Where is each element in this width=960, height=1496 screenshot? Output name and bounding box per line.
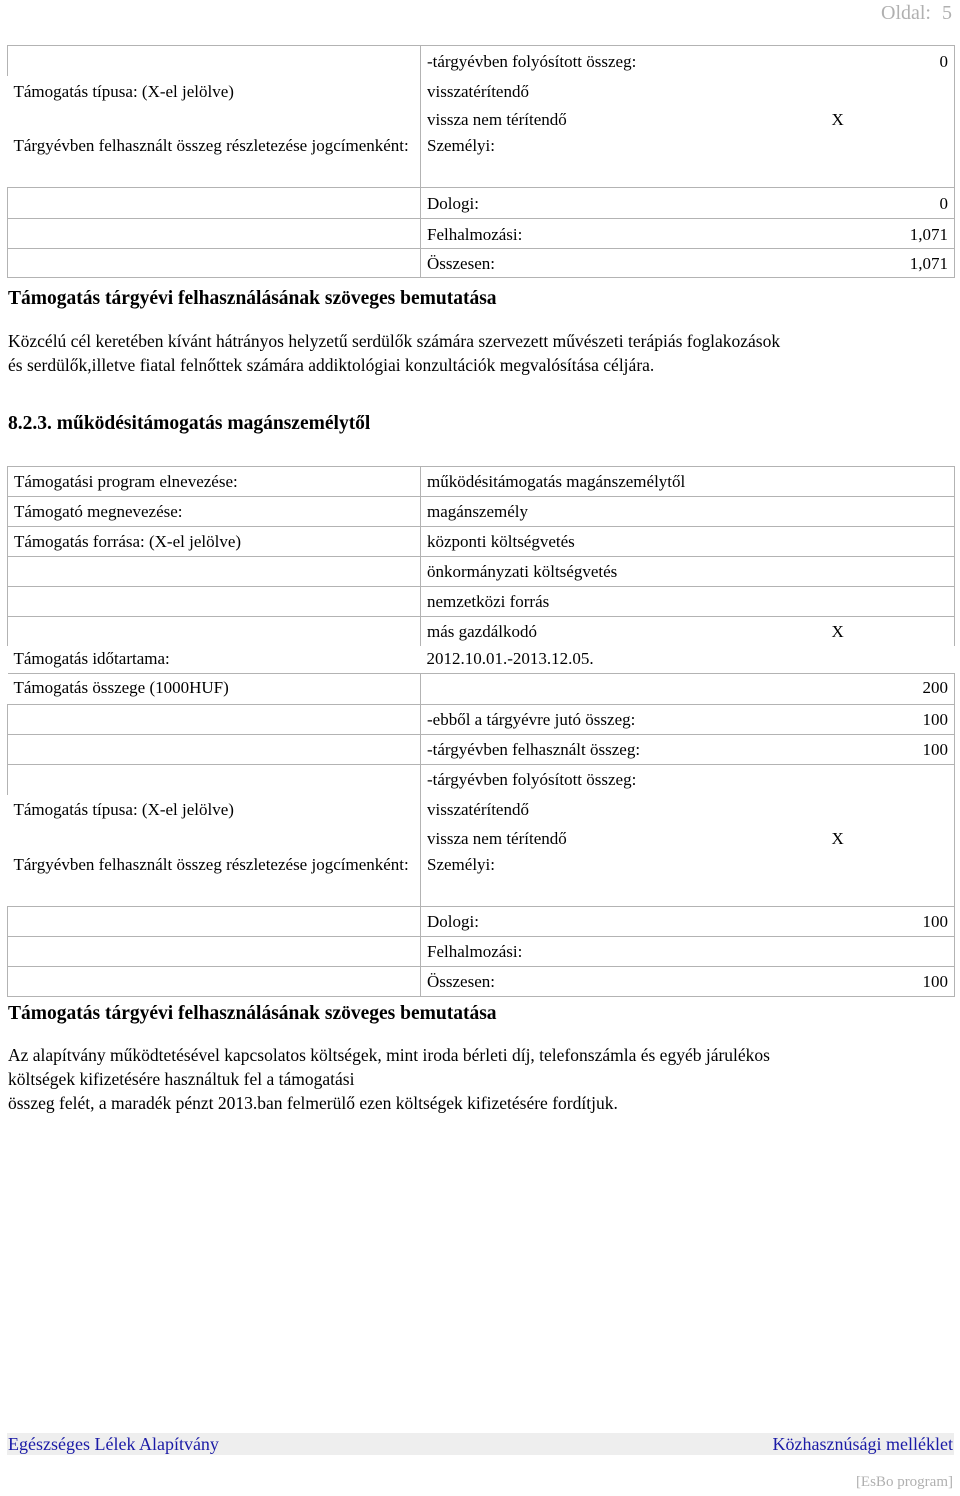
- table-row: [8, 249, 955, 278]
- usage-line-2: és serdülők,illetve fiatal felnőttek számára addiktológiai konzultációk megvalósítása céljára.: [8, 355, 655, 375]
- table-row: [8, 587, 955, 617]
- nonrefundable-label: vissza nem térítendő: [421, 106, 826, 135]
- source-other: más gazdálkodó: [421, 617, 826, 646]
- table-row: [8, 765, 955, 795]
- footer-program: [EsBo program]: [855, 1474, 953, 1490]
- capital-label: Felhalmozási:: [421, 219, 826, 249]
- source-local: önkormányzati költségvetés: [421, 557, 826, 587]
- table-row: [8, 46, 955, 76]
- table-row: [8, 967, 955, 997]
- usage-heading: Támogatás tárgyévi felhasználásának szöveges bemutatása: [8, 288, 497, 309]
- table-row: [8, 646, 955, 674]
- usage2-line-1: Az alapítvány működtetésével kapcsolatos költségek, mint iroda bérleti díj, telefonszámla és egyéb járulékos: [8, 1045, 770, 1065]
- total-value: 100: [826, 967, 955, 997]
- type-label: Támogatás típusa: (X-el jelölve): [13, 799, 234, 819]
- source-intl: nemzetközi forrás: [421, 587, 826, 617]
- supporter-label: Támogató megnevezése:: [8, 497, 421, 527]
- amount-value: 200: [826, 674, 955, 705]
- table-row: [8, 106, 955, 135]
- material-label: Dologi:: [421, 907, 826, 937]
- table-row: [8, 617, 955, 646]
- table-row: [8, 937, 955, 967]
- table-row: [8, 188, 955, 219]
- detail-label: Tárgyévben felhasznált összeg részletezése jogcímenként:: [8, 853, 421, 907]
- total-value: 1,071: [826, 249, 955, 278]
- total-label: Összesen:: [421, 249, 826, 278]
- table-row: [8, 795, 955, 825]
- supporter-value: magánszemély: [421, 497, 826, 527]
- table-row: [8, 825, 955, 853]
- refundable-label: visszatérítendő: [421, 795, 826, 825]
- table-row: [8, 76, 955, 106]
- page-label: Oldal:: [881, 2, 931, 24]
- support-type-label: Támogatás típusa: (X-el jelölve): [13, 81, 234, 101]
- support-table: [7, 466, 955, 997]
- capital-label: Felhalmozási:: [421, 937, 826, 967]
- table-row: [8, 907, 955, 937]
- source-central: központi költségvetés: [421, 527, 826, 557]
- used-value: 100: [826, 735, 955, 765]
- usage2-line-3: összeg felét, a maradék pénzt 2013.ban felmerülő ezen költségek kifizetésére fordítjuk.: [8, 1093, 618, 1113]
- table-row: [8, 705, 955, 735]
- usage-line-1: Közcélú cél keretében kívánt hátrányos helyzetű serdülők számára szervezett művészeti terápiás foglakozások: [8, 331, 781, 351]
- amount-label: Támogatás összege (1000HUF): [8, 674, 421, 705]
- disbursed-value: 0: [826, 46, 955, 76]
- nonrefundable-mark: X: [831, 828, 844, 848]
- duration-value: 2012.10.01.-2013.12.05.: [426, 648, 594, 668]
- program-value: működésitámogatás magánszemélytől: [421, 467, 826, 497]
- usage-description: [8, 329, 958, 377]
- table-row: [8, 219, 955, 249]
- source-label: Támogatás forrása: (X-el jelölve): [8, 527, 421, 557]
- personal-label: Személyi:: [421, 135, 826, 188]
- duration-label: Támogatás időtartama:: [13, 648, 170, 668]
- table-row: [8, 735, 955, 765]
- table-row: [8, 135, 955, 188]
- year-share-value: 100: [826, 705, 955, 735]
- refundable-label: visszatérítendő: [421, 76, 826, 106]
- nonrefundable-mark: X: [831, 109, 844, 129]
- paid-label: -tárgyévben folyósított összeg:: [421, 765, 826, 795]
- usage-description-2: [8, 1043, 958, 1115]
- material-label: Dologi:: [421, 188, 826, 219]
- table-row: [8, 674, 955, 705]
- table-row: [8, 853, 955, 907]
- table-row: [8, 557, 955, 587]
- table-row: [8, 467, 955, 497]
- support-table-continued: [7, 45, 955, 278]
- material-value: 0: [826, 188, 955, 219]
- total-label: Összesen:: [421, 967, 826, 997]
- nonrefundable-label: vissza nem térítendő: [421, 825, 826, 853]
- usage-heading-2: Támogatás tárgyévi felhasználásának szöveges bemutatása: [8, 1003, 497, 1024]
- usage2-line-2: költségek kifizetésére használtuk fel a támogatási: [8, 1069, 355, 1089]
- source-other-mark: X: [831, 622, 844, 641]
- disbursed-label: -tárgyévben folyósított összeg:: [421, 46, 826, 76]
- personal-label: Személyi:: [421, 853, 826, 907]
- detail-label: Tárgyévben felhasznált összeg részletezése jogcímenként:: [8, 135, 421, 188]
- page-number-value: 5: [942, 2, 952, 24]
- footer-organization: Egészséges Lélek Alapítvány: [8, 1434, 219, 1454]
- table-row: [8, 527, 955, 557]
- footer-document: Közhasznúsági melléklet: [772, 1434, 953, 1454]
- table-row: [8, 497, 955, 527]
- year-share-label: -ebből a tárgyévre jutó összeg:: [421, 705, 826, 735]
- used-label: -tárgyévben felhasznált összeg:: [421, 735, 826, 765]
- page-number: [881, 2, 952, 25]
- capital-value: 1,071: [826, 219, 955, 249]
- section-title: 8.2.3. működésitámogatás magánszemélytől: [8, 413, 371, 434]
- program-label: Támogatási program elnevezése:: [8, 467, 421, 497]
- material-value: 100: [826, 907, 955, 937]
